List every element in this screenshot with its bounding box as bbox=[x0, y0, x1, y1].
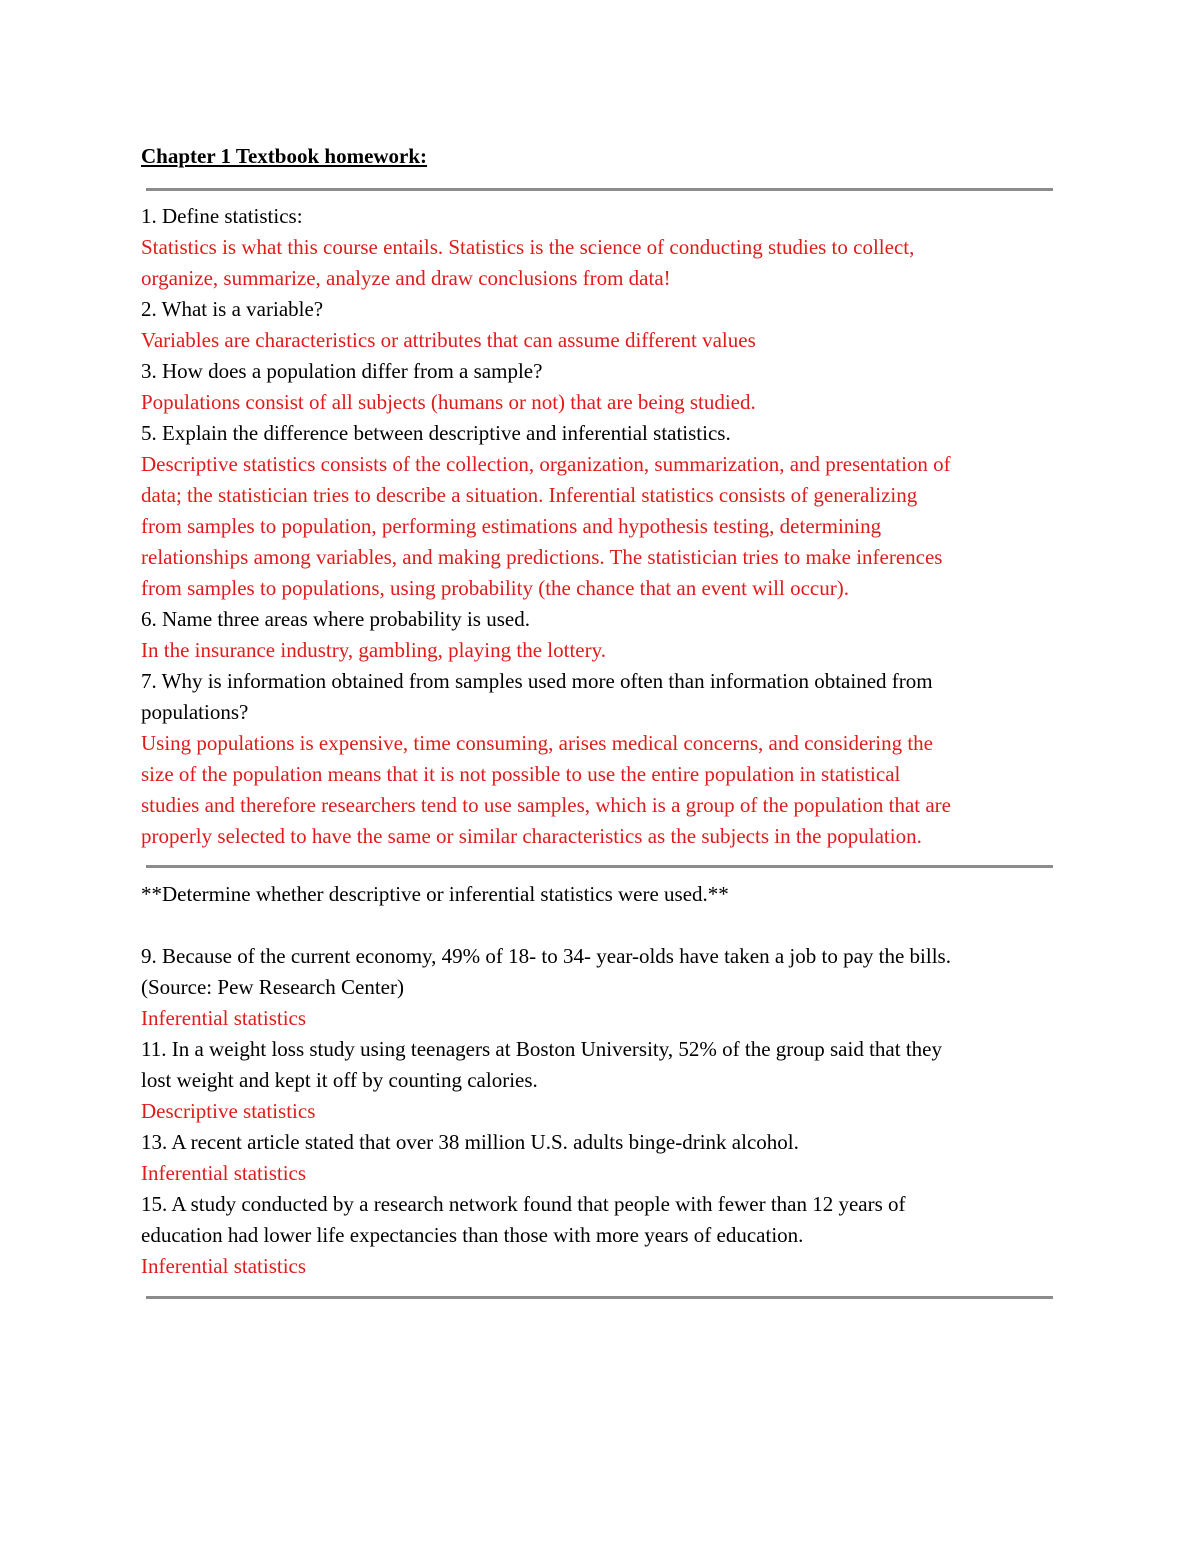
question-line: 9. Because of the current economy, 49% of 18- to 34- year-olds have taken a job to pay the bills. bbox=[141, 944, 951, 968]
horizontal-rule bbox=[146, 1296, 1053, 1299]
question-line: 6. Name three areas where probability is used. bbox=[141, 607, 530, 631]
answer-line: properly selected to have the same or similar characteristics as the subjects in the population. bbox=[141, 824, 922, 848]
question-line: 5. Explain the difference between descriptive and inferential statistics. bbox=[141, 421, 731, 445]
answer bbox=[141, 387, 1056, 418]
question-line: education had lower life expectancies than those with more years of education. bbox=[141, 1223, 804, 1247]
answer-line: Statistics is what this course entails. Statistics is the science of conducting studies to collect, bbox=[141, 235, 915, 259]
answer bbox=[141, 449, 1056, 604]
answer-line: from samples to population, performing estimations and hypothesis testing, determining bbox=[141, 514, 882, 538]
answer-line: relationships among variables, and making predictions. The statistician tries to make inferences bbox=[141, 545, 943, 569]
question bbox=[141, 941, 1056, 1003]
answer-line: Descriptive statistics bbox=[141, 1099, 316, 1123]
question-line: 15. A study conducted by a research network found that people with fewer than 12 years of bbox=[141, 1192, 906, 1216]
answer bbox=[141, 1158, 1056, 1189]
answer bbox=[141, 325, 1056, 356]
answer-line: In the insurance industry, gambling, playing the lottery. bbox=[141, 638, 607, 662]
answer-line: Using populations is expensive, time consuming, arises medical concerns, and considering the bbox=[141, 731, 933, 755]
answer bbox=[141, 1251, 1056, 1282]
question bbox=[141, 1034, 1056, 1096]
answer bbox=[141, 232, 1056, 294]
answer bbox=[141, 1003, 1056, 1034]
answer bbox=[141, 1096, 1056, 1127]
qa-section-classification bbox=[141, 941, 1056, 1282]
instruction-text: **Determine whether descriptive or inferential statistics were used.** bbox=[141, 882, 729, 906]
answer bbox=[141, 728, 1056, 852]
question-line: populations? bbox=[141, 700, 249, 724]
answer-line: Populations consist of all subjects (humans or not) that are being studied. bbox=[141, 390, 756, 414]
answer-line: organize, summarize, analyze and draw conclusions from data! bbox=[141, 266, 671, 290]
qa-section-definitions bbox=[141, 201, 1056, 852]
question-line: 1. Define statistics: bbox=[141, 204, 303, 228]
answer-line: Inferential statistics bbox=[141, 1254, 307, 1278]
question bbox=[141, 1127, 1056, 1158]
question-line: lost weight and kept it off by counting calories. bbox=[141, 1068, 538, 1092]
question-line: (Source: Pew Research Center) bbox=[141, 975, 404, 999]
answer-line: Variables are characteristics or attributes that can assume different values bbox=[141, 328, 756, 352]
question bbox=[141, 604, 1056, 635]
document-title: Chapter 1 Textbook homework: bbox=[141, 144, 428, 168]
answer-line: Descriptive statistics consists of the collection, organization, summarization, and presentation of bbox=[141, 452, 951, 476]
blank-line bbox=[141, 910, 1056, 941]
question bbox=[141, 356, 1056, 387]
question-line: 11. In a weight loss study using teenagers at Boston University, 52% of the group said that they bbox=[141, 1037, 942, 1061]
answer bbox=[141, 635, 1056, 666]
answer-line: size of the population means that it is not possible to use the entire population in statistical bbox=[141, 762, 901, 786]
question bbox=[141, 201, 1056, 232]
question bbox=[141, 1189, 1056, 1251]
answer-line: Inferential statistics bbox=[141, 1006, 307, 1030]
question-line: 2. What is a variable? bbox=[141, 297, 324, 321]
question-line: 3. How does a population differ from a sample? bbox=[141, 359, 543, 383]
answer-line: studies and therefore researchers tend to use samples, which is a group of the population that are bbox=[141, 793, 951, 817]
question-line: 13. A recent article stated that over 38 million U.S. adults binge-drink alcohol. bbox=[141, 1130, 799, 1154]
question-line: 7. Why is information obtained from samples used more often than information obtained from bbox=[141, 669, 933, 693]
question bbox=[141, 418, 1056, 449]
answer-line: Inferential statistics bbox=[141, 1161, 307, 1185]
document-page bbox=[141, 141, 1056, 1299]
answer-line: from samples to populations, using probability (the chance that an event will occur). bbox=[141, 576, 849, 600]
answer-line: data; the statistician tries to describe a situation. Inferential statistics consists of generalizing bbox=[141, 483, 918, 507]
question bbox=[141, 294, 1056, 325]
question bbox=[141, 666, 1056, 728]
